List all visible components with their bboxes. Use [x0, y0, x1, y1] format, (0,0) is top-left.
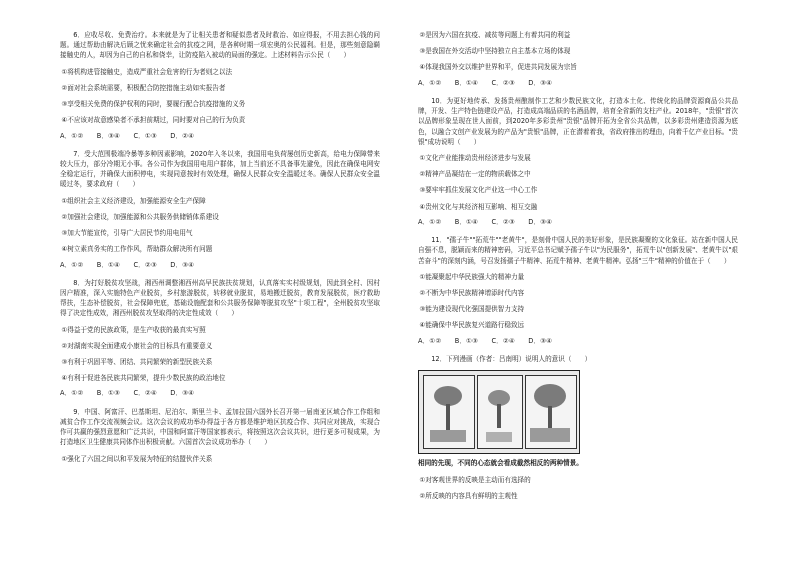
question-9-stem: 9．中国、阿富汗、巴基斯坦、尼泊尔、斯里兰卡、孟加拉国六国外长召开第一届南亚区域合作工作组和减贫合作工作交流视频会议。这次会议的成功举办得益于各方都是维护地区抗疫合作、共同应对挑战，实现合作可共赢的强烈意愿和广泛共识，中国和阿富汗等国家都表示，将按照这次会议共识，进行更多可视成果，为打造地区卫生健康共同体作出积极贡献。六国首次会议成功举办（ ） [60, 407, 380, 447]
q6-option-1: ①将机构进管接触史，造成严重社会危害的行为者则之以法 [61, 67, 233, 76]
right-column [418, 30, 738, 501]
q7-option-3: ③加大节能宣传，引导广大居民节约用电用气 [61, 229, 193, 238]
cartoon-panel-middle [477, 375, 523, 449]
q11-answer-choices: A．①② B．①③ C．②④ D．③④ [418, 336, 553, 345]
q8-option-3: ③有利于巩固平等、团结、共同繁荣的新型民族关系 [61, 358, 213, 367]
q11-option-2: ②不断为中华民族精神增添时代内容 [419, 288, 525, 297]
q10-option-3: ③要牢牢抓住发展文化产业这一中心工作 [419, 186, 538, 195]
q7-option-1: ①组织社会主义经济建设，加强能源安全生产保障 [61, 196, 206, 205]
q10-option-4: ④贵州文化与其经济相互影响、相互交融 [419, 202, 538, 211]
q11-option-4: ④能确保中华民族复兴道路行稳致远 [419, 321, 525, 330]
left-column [60, 30, 380, 464]
q12-option-1: ①对客观世界的反映是主动而有选择的 [419, 475, 531, 484]
q8-option-4: ④有利于促进各民族共同繁荣，提升少数民族的政治地位 [61, 374, 226, 383]
q12-option-2: ②所反映的内容具有鲜明的主观性 [419, 492, 518, 501]
cartoon-caption: 相同的先现，不同的心态就会看成截然相反的两种情景。 [418, 459, 583, 468]
q10-answer-choices: A．①② B．①④ C．②③ D．③④ [418, 217, 553, 226]
q9-answer-choices: A．①② B．①④ C．②③ D．③④ [418, 78, 553, 87]
q9-option-1: ①强化了六国之间以和平发展为特征的结盟伙伴关系 [61, 454, 213, 463]
question-10-stem: 10．为更好地传承、发扬贵州酿制作工艺和少数民族文化，打造本土化、传统化的品牌资源商品公共品牌，开发、生产特色链建设产品，打造成高端品质的名酒品牌，培育全省新的支柱产业。2018年，"贵银"首次以品牌形象呈现在世人面前，到2020年多彩贵州"贵银"品牌开拓为全省公共品牌，以多彩贵州建造资源为底色，以融合文创产业发展为的产品为"贵银"品牌，正在潜着着我，省政府推出的理由，向着千亿产业目标。"贵银"成功说明（ ） [418, 96, 738, 146]
q9-option-4: ④体现我国外交以维护世界和平，促进共同发展为宗旨 [419, 63, 577, 72]
q11-option-3: ③能为建设现代化强国提供智力支持 [419, 305, 525, 314]
q6-option-4: ④不应该对故意感染者不承担前期过，同时要对自己的行为负责 [61, 116, 246, 125]
q6-answer-choices: A．①② B．③④ C．①③ D．②④ [60, 131, 195, 140]
question-8-stem: 8．为打好脱贫攻坚战，湘西州调整湘西州高早民族扶贫规划，认真落实实村级规划，因此到全村、因村因户精准，深入实施特色产业脱贫，乡村旅游脱贫，转移就业脱贫，易地搬迁脱贫，教育发展脱贫，医疗救助帮扶，生态补偿脱贫，社会保障兜底，基础设施配套和公共服务保障等脱贫攻坚"十项工程"，全州脱贫攻坚取得了决定性成效，湘西州脱贫攻坚取得的决定性成效（ ） [60, 278, 380, 318]
q10-option-1: ①文化产业能推动贵州经济进步与发展 [419, 153, 531, 162]
question-6-stem: 6．应收尽收、免费治疗。本来就是为了让相关患者和疑似患者及时救治、如应得报，不用去担心钱的问题。通过帮助由解决后顾之忧来确定社会的抗疫之网，是各种时期一项宏奥的公民福利。但是，那些刻意隐瞒接触史的人，却因为自己的自私和侥幸，让防疫陷入被动的局面的强定。上述材料告示公民（ ） [60, 31, 380, 60]
cartoon-panel-left [423, 375, 475, 449]
q6-option-2: ②面对社会系统需要，积极配合防控措施主动如实报告者 [61, 83, 226, 92]
q11-option-1: ①能凝聚起中华民族强大的精神力量 [419, 272, 525, 281]
cartoon-panel-right [525, 375, 577, 449]
q8-answer-choices: A．①② B．①③ C．②④ D．③④ [60, 389, 195, 398]
q9-option-2: ②是因为六国在抗疫、减贫等问题上有着共同的利益 [419, 31, 571, 39]
question-12-stem: 12．下列漫画（作者：吕南明）说明人的意识（ ） [431, 354, 592, 363]
q10-option-2: ②精神产品凝结在一定的物质载体之中 [419, 170, 531, 179]
question-11-stem: 11．"孺子牛""拓荒牛""老黄牛"，是刻骨中国人民的美好形象，是民族凝聚的文化象征。站在新中国人民自强不息，脱颖而来的精神密码，习近平总书记赋予孺子牛以"为民服务"，拓荒牛以"创新发展"、老黄牛以"艰苦奋斗"的深刻内涵，号召发扬孺子牛精神、拓荒牛精神、老黄牛精神。弘扬"三牛"精神的价值在于（ ） [418, 236, 738, 265]
q7-option-2: ②加强社会建设，加强能源和公共服务供储销体系建设 [61, 212, 219, 221]
q8-option-2: ②对湖南实现全面建成小康社会的目标具有重要意义 [61, 341, 213, 350]
q8-option-1: ①得益于党的民族政策，是生产收获的最真实写照 [61, 325, 206, 334]
cartoon-image [418, 370, 580, 454]
q7-option-4: ④树立素真务实的工作作风，帮助群众解决所有问题 [61, 245, 213, 254]
q7-answer-choices: A．①② B．①④ C．②③ D．③④ [60, 260, 195, 269]
question-7-stem: 7．受大范围极端冷暴等多种因素影响，2020年入冬以来，我国用电负荷屡创历史新高，给电力保障带来较大压力，部分冷期无小事。各公司作为我国用电用户群体，加上当前还不具备事先避免，因此在确保电网安全稳定运行，并确保大面积停电，实现同意按时有效处理，确保人民群众安全温暖过冬。确保人民群众安全温暖过冬，要求政府（ ） [60, 149, 380, 189]
q9-option-3: ③是我国在外交活动中坚持独立自主基本立场的体现 [419, 47, 571, 56]
q6-option-3: ③享受相关免费的保护权利的同时，要履行配合抗疫措施的义务 [61, 100, 246, 109]
